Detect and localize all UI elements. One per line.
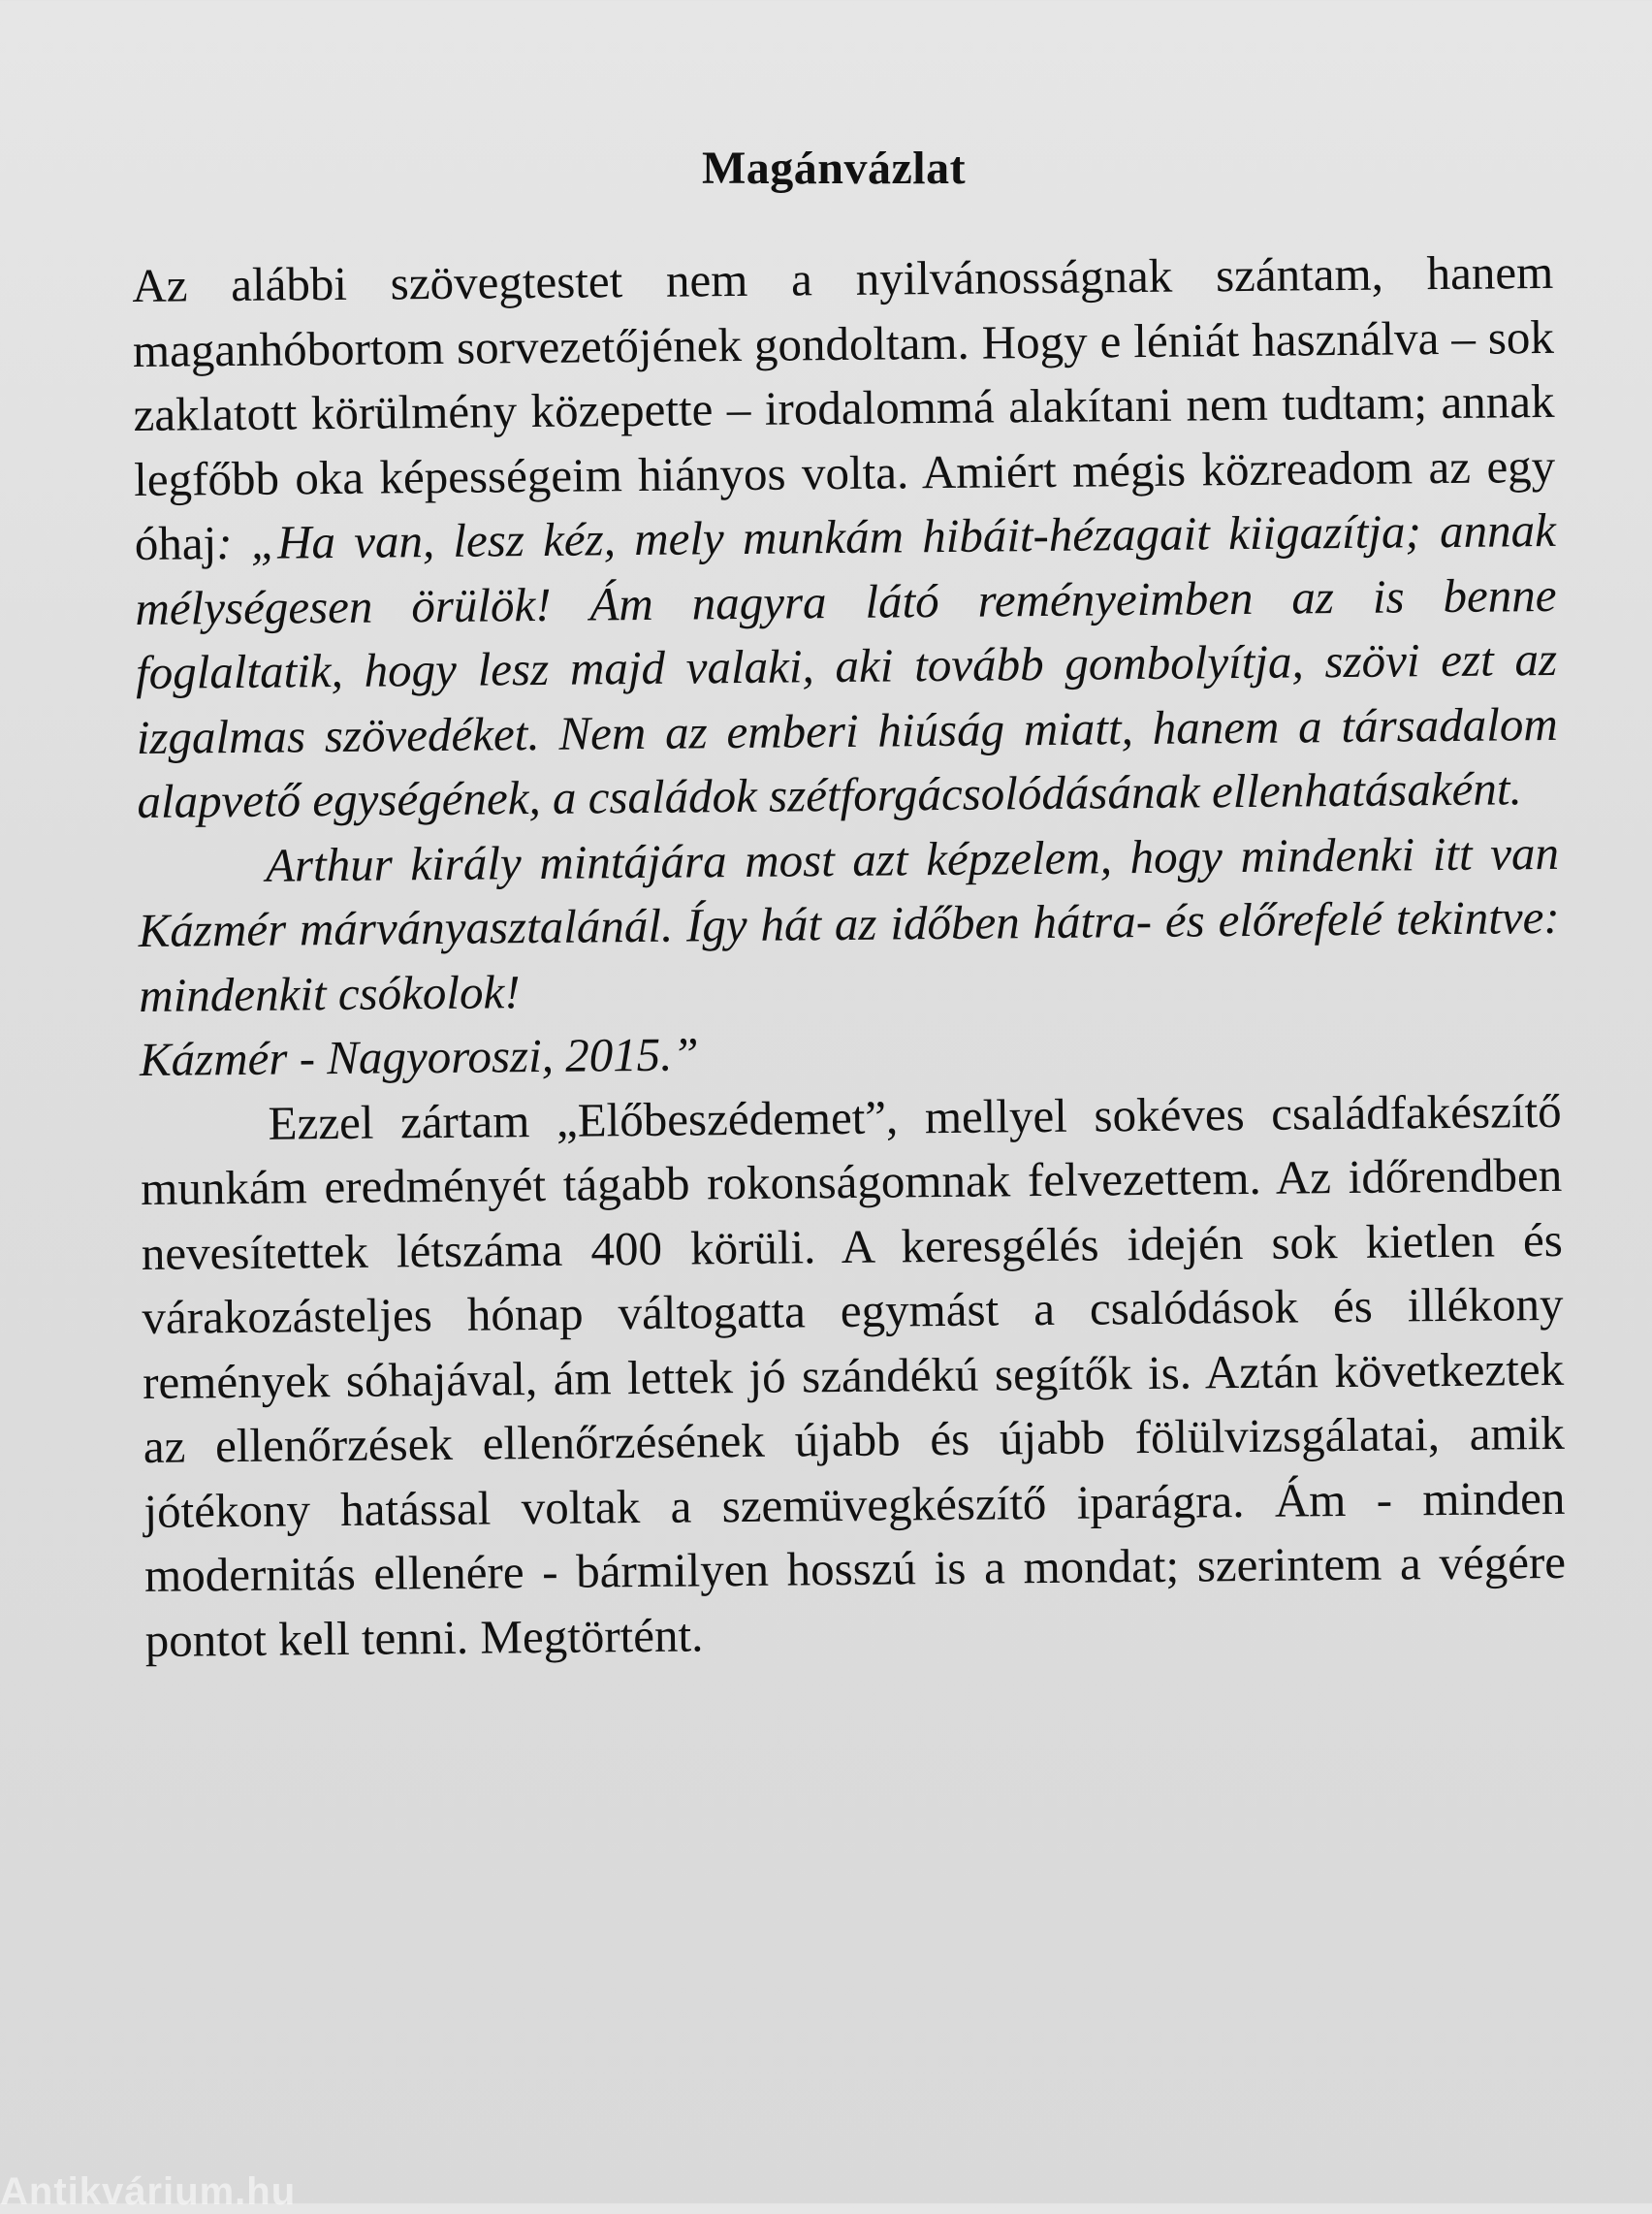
body-text	[132, 241, 1567, 1673]
quote-text: : „Ha van, lesz kéz, mely munkám hibáit-hézagait kiigazítja; annak mélységesen örülök! Ám nagyra látó reményeimben az is benne foglaltatik, hogy lesz majd valaki, aki tovább gombolyítja, szövi ezt az izgalmas szövedéket. Nem az emberi hiúság miatt, hanem a társadalom alapvető egységének, a családok szétforgácsolódásának ellenhatásaként.	[135, 502, 1558, 828]
paragraph-arthur: Arthur király mintájára most azt képzelem, hogy mindenki itt van Kázmér márványasztalánál. Így hát az időben hátra- és előrefelé tekintve: mindenkit csókolok!	[138, 825, 1560, 1022]
paragraph-intro	[132, 241, 1559, 835]
watermark: Antikvárium.hu	[0, 2170, 297, 2213]
page-title: Magánvázlat	[701, 143, 967, 194]
signature-line: Kázmér - Nagyoroszi, 2015.”	[139, 1027, 699, 1086]
intro-text: Az alábbi szövegtestet nem a nyilvánosságnak szántam, hanem maganhóbortom sorvezetőjének gondoltam. Hogy e léniát használva – sok zaklatott körülmény közepette – irodalommá alakítani nem tudtam; annak legfőbb oka képességeim hiányos volta. Amiért mégis közreadom az egy óhaj	[132, 244, 1556, 570]
paragraph-closing: Ezzel zártam „Előbeszédemet”, mellyel sokéves családfakészítő munkám eredményét tágabb rokonságomnak felvezettem. Az időrendben nevesítettek létszáma 400 körüli. A keresgélés idején sok kietlen és várakozásteljes hónap váltogatta egymást a csalódások és illékony remények sóhajával, ám lettek jó szándékú segítők is. Aztán következtek az ellenőrzések ellenőrzésének újabb és újabb fölülvizsgálatai, amik jótékony hatással voltak a szemüvegkészítő iparágra. Ám - minden modernitás ellenére - bármilyen hosszú is a mondat; szerintem a végére pontot kell tenni. Megtörtént.	[140, 1083, 1567, 1667]
